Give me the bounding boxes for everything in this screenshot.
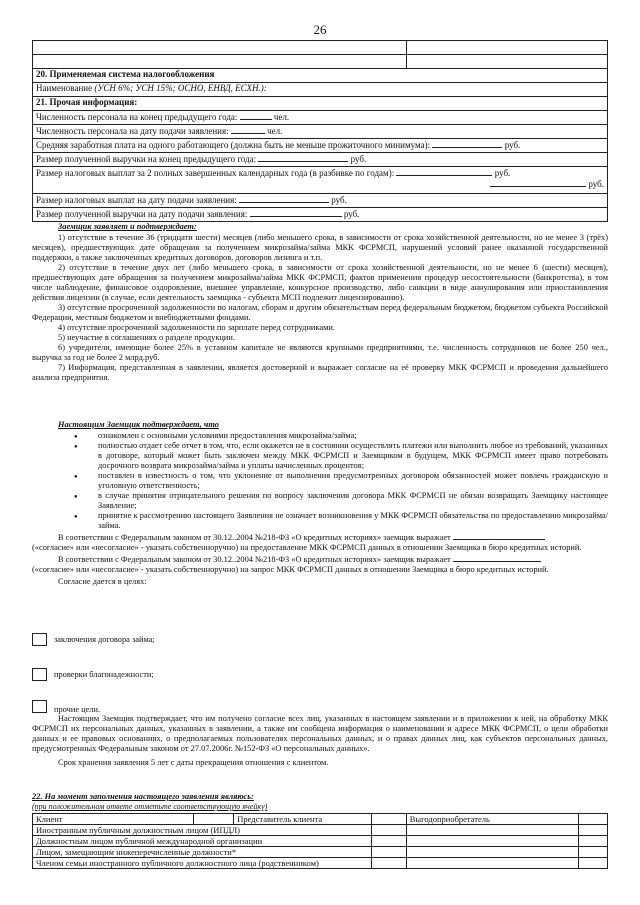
section-21-title: 21. Прочая информация: [33, 97, 608, 111]
pep-cell-family[interactable] [372, 858, 407, 869]
declare-item-3: 3) отсутствие просроченной задолженности по налогам, сборам и другим обязательствам перед федеральным бюджетом, бюджетом субъекта Российской Федерации, местным бюджетом и внебюджетными фондами. [32, 303, 608, 322]
pep-label-positions: Лицом, замещающим нижеперечисленные должности* [33, 847, 372, 858]
purpose-reliability-checkbox[interactable] [32, 668, 47, 681]
staff-end-year-field[interactable] [240, 111, 272, 120]
tax-system-row [33, 83, 608, 97]
purpose-loan-label: заключения договора займа; [54, 635, 155, 644]
purpose-reliability-label: проверки благонадежности; [54, 670, 154, 679]
revenue-prev-field[interactable] [258, 153, 348, 162]
tax-payments-2y-label: Размер налоговых выплат за 2 полных завершенных календарных года (в разбивке по годам): [36, 168, 395, 178]
borrower-declares-heading: Заемщик заявляет и подтверждает: [58, 222, 197, 231]
personal-data-section [32, 714, 608, 768]
revenue-prev-row [33, 153, 608, 167]
tax-payments-2y-field-1[interactable] [396, 167, 492, 176]
revenue-current-label: Размер полученной выручки на дату подачи заявления: [36, 209, 248, 219]
credit-history-consent-1-text: В соответствии с Федеральным законом от 30.12..2004 №218-ФЗ «О кредитных историях» заемщик выражает [58, 533, 451, 542]
credit-history-consent-2 [32, 553, 608, 565]
credit-history-consent-2-note: («согласие» или «несогласие» - указать собственноручно) на запрос МКК ФСРМСП данных в отношении Заемщика в бюро кредитных историй. [32, 565, 549, 574]
credit-history-consent-1-field[interactable] [453, 531, 545, 540]
declare-item-7: 7) Информация, представленная в заявлении, является достоверной и выражает согласие на её проверку МКК ФСРМСП и проведения дальнейшего анализа предприятия. [32, 363, 608, 382]
staff-end-year-label: Численность персонала на конец предыдущего года: [36, 112, 238, 122]
avg-salary-field[interactable] [432, 139, 502, 148]
section-21-title-row [33, 97, 608, 111]
pep-row-family [33, 858, 608, 869]
declare-item-5: 5) неучастие в соглашениях о разделе продукции. [58, 333, 235, 342]
header-client: Клиент [33, 814, 194, 825]
credit-history-consent-2-text: В соответствии с Федеральным законом от 30.12..2004 №218-ФЗ «О кредитных историях» заемщик выражает [58, 555, 451, 564]
staff-current-label: Численность персонала на дату подачи заявления: [36, 126, 229, 136]
tax-payments-current-unit: руб. [331, 195, 347, 205]
pep-cell-positions[interactable] [372, 847, 407, 858]
credit-history-consent-1-note: («согласие» или «несогласие» - указать собственноручно) на предоставление МКК ФСРМСП данных в отношении Заемщика в бюро кредитных историй. [32, 543, 582, 552]
page-number: 26 [313, 22, 327, 37]
consent-intro: Согласие дается в целях: [58, 577, 147, 586]
staff-current-field[interactable] [231, 125, 265, 134]
confirm-bullet-4: ● в случае принятия отрицательного решения по вопросу заключения договора МКК ФСРМСП не обязан возвращать Заемщику настоящее Заявление; [98, 491, 608, 511]
confirm-bullet-5: ● принятие к рассмотрению настоящего Заявления не означает возникновения у МКК ФСРМСП обязательства по предоставлению микрозайма/займа. [98, 511, 608, 531]
avg-salary-label: Средняя заработная плата на одного работающего (должна быть не меньше прожиточного минимума): [36, 140, 431, 150]
section-20-title-row [33, 69, 608, 83]
tax-info-table [32, 40, 608, 222]
tax-payments-current-row [33, 194, 608, 208]
personal-data-consent: Настоящим Заемщик подтверждает, что им получено согласие всех лиц, указанных в настоящем заявлении и в приложении к ней, на обработку МКК ФСРМСП их персональных данных, указанных в заявлении, а также им сообщена информация о наименовании и адресе МКК ФСРМСП, о цели обработки данных и ее правовых основаниях, о предполагаемых пользователях персональных данных, и о правах данных лиц, как субъектов персональных данных, предусмотренных Федеральным законом от 27.07.2006г. №152-ФЗ «О персональных данных». [32, 714, 608, 753]
revenue-current-unit: руб. [343, 209, 360, 219]
pep-cell-ipdl[interactable] [372, 825, 407, 836]
purpose-loan-checkbox[interactable] [32, 633, 47, 646]
section-20-title: 20. Применяемая система налогообложения [33, 69, 608, 83]
borrower-declares-section [32, 222, 608, 383]
staff-current-row [33, 125, 608, 139]
tax-payments-2y-unit-2: руб. [588, 179, 604, 189]
purpose-other-label: прочие цели. [54, 705, 101, 714]
tax-payments-2y-field-2[interactable] [490, 178, 586, 187]
avg-salary-unit: руб. [504, 140, 521, 150]
tax-payments-2y-unit-1: руб. [494, 168, 511, 178]
pep-label-ipdl: Иностранным публичным должностным лицом (ИПДЛ) [33, 825, 372, 836]
confirm-bullet-3: ● поставлен в известность о том, что уклонение от выполнения предусмотренных договором обязанностей может повлечь гражданскую и уголовную ответственность; [98, 471, 608, 491]
pep-header-row [33, 814, 608, 825]
staff-end-year-unit: чел. [273, 112, 290, 122]
credit-history-consent-2-field[interactable] [453, 553, 541, 562]
pep-cell-intl-org[interactable] [372, 836, 407, 847]
declare-item-2: 2) отсутствие в течение двух лет (либо меньшего срока, в зависимости от срока хозяйственной деятельности, но не менее 6 (шести) месяцев), предшествующих дате обращения за получением микрозайма/займа МКК ФСРМСП, фактов применения процедур несостоятельности (банкротства), в том числе наблюдение, финансовое оздоровление, внешнее управление, конкурсное производство, либо санкции в виде аннулирования или приостановления действия лицензии (в случае, если деятельность заемщика - субъекта МСП подлежит лицензированию). [32, 263, 608, 302]
tax-payments-current-label: Размер налоговых выплат на дату подачи заявления: [36, 195, 237, 205]
credit-history-consent-1 [32, 531, 608, 543]
purpose-other-checkbox[interactable] [32, 700, 47, 713]
staff-current-unit: чел. [267, 126, 283, 136]
empty-row [33, 41, 608, 55]
tax-payments-current-field[interactable] [239, 194, 329, 203]
tax-system-options: (УСН 6%; УСН 15%; ОСНО, ЕНВД, ЕСХН.): [94, 83, 267, 93]
section-22-title: 22. На момент заполнения настоящего заявления являюсь: [32, 792, 254, 801]
pep-label-intl-org: Должностным лицом публичной международной организации [33, 836, 372, 847]
empty-row [33, 55, 608, 69]
revenue-current-field[interactable] [250, 208, 342, 217]
declare-item-6: 6) учредители, имеющие более 25% в уставном капитале не являются крупными предприятиями, т.е. численность сотрудников не более 250 чел., выручка за год не более 2 млрд.руб. [32, 343, 608, 362]
confirms-list [32, 431, 608, 531]
confirm-bullet-2: ● полностью отдает себе отчет в том, что, если окажется не в состоянии осуществлять платежи или выполнить любое из требований, указанных в договоре, который может быть заключен между МКК ФСРМСП и Заемщиком в будущем, МКК ФСРМСП имеет право потребовать досрочного возврата микрозайма/займа и уплаты начисленных процентов; [98, 441, 608, 471]
avg-salary-row [33, 139, 608, 153]
confirms-heading: Настоящим Заемщик подтверждает, что [58, 420, 219, 429]
revenue-prev-label: Размер полученной выручки на конец предыдущего года: [36, 154, 257, 164]
confirm-bullet-1: ● ознакомлен с основными условиями предоставления микрозайма/займа; [98, 431, 608, 441]
section-22-heading [32, 792, 608, 812]
storage-term: Срок хранения заявления 5 лет с даты прекращения отношения с клиентом. [58, 758, 329, 767]
declare-item-4: 4) отсутствие просроченной задолженности по зарплате перед сотрудниками. [58, 323, 335, 332]
revenue-current-row [33, 208, 608, 222]
tax-system-label: Наименование [36, 83, 93, 93]
borrower-confirms-section [32, 420, 608, 587]
tax-payments-2y-row [33, 167, 608, 194]
header-beneficiary: Выгодоприобретатель [406, 814, 579, 825]
pep-label-family: Членом семьи иностранного публичного должностного лица (родственником) [33, 858, 372, 869]
section-22-note: (при положительном ответе отметьте соответствующую ячейку) [32, 802, 268, 811]
pep-row-positions [33, 847, 608, 858]
pep-row-intl-org [33, 836, 608, 847]
pep-status-table [32, 813, 608, 869]
revenue-prev-unit: руб. [350, 154, 367, 164]
staff-end-year-row [33, 111, 608, 125]
pep-row-ipdl [33, 825, 608, 836]
header-representative: Представитель клиента [234, 814, 372, 825]
declare-item-1: 1) отсутствие в течение 36 (тридцати шести) месяцев (либо меньшего срока, в зависимости от срока хозяйственной деятельности, но не менее 3 (трёх) месяцев), предшествующих дате обращения за получением микрозайма/займа МКК ФСРМСП, нарушений условий ранее оказанной государственной поддержки, а также заключенных кредитных договоров, договоров лизинга и т.п. [32, 233, 608, 262]
